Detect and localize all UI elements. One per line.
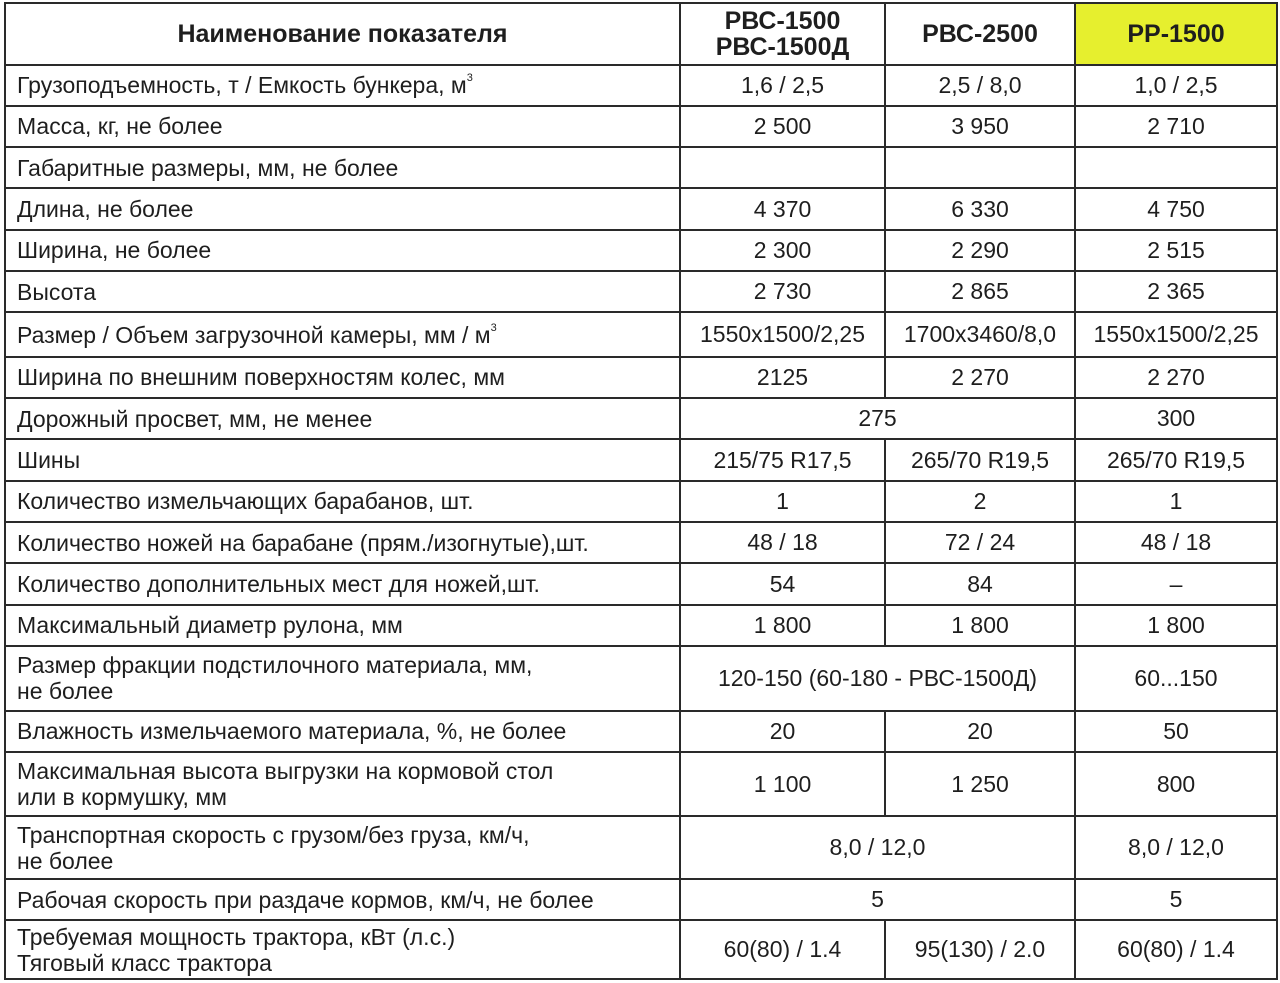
row-label: Габаритные размеры, мм, не более [5,147,680,188]
cell-value: 3 950 [885,106,1075,147]
cell-value: 2125 [680,357,885,398]
cell-value-merged: 275 [680,398,1075,439]
cell-value: 1,0 / 2,5 [1075,65,1277,106]
table-row [5,439,1277,480]
cell-value: 84 [885,563,1075,604]
header-row [5,3,1277,65]
cell-value: 265/70 R19,5 [885,439,1075,480]
table-row [5,357,1277,398]
row-label-text: Размер / Объем загрузочной камеры, мм / м [17,321,491,348]
row-label: Количество ножей на барабане (прям./изогнутые),шт. [5,522,680,563]
cell-value: 20 [680,711,885,752]
cell-value: 2 [885,481,1075,522]
cell-value: 2 270 [1075,357,1277,398]
cell-value: 2 730 [680,271,885,312]
cell-value-merged: 5 [680,879,1075,920]
cell-value: 48 / 18 [1075,522,1277,563]
cell-value: 2 515 [1075,230,1277,271]
row-label: Высота [5,271,680,312]
cell-value: 54 [680,563,885,604]
table-row [5,481,1277,522]
row-label [5,920,680,979]
cell-value: 2 710 [1075,106,1277,147]
cell-value: 265/70 R19,5 [1075,439,1277,480]
table-row [5,522,1277,563]
table-row [5,398,1277,439]
table-row [5,65,1277,106]
row-label-line: не более [17,847,114,874]
cell-value: 5 [1075,879,1277,920]
cell-value: 4 750 [1075,188,1277,229]
cell-value: 50 [1075,711,1277,752]
table-row [5,271,1277,312]
cell-value: 1 [1075,481,1277,522]
header-model-rvs1500-line2: РВС-1500Д [715,32,850,61]
cell-empty [680,147,885,188]
row-label-line: или в кормушку, мм [17,784,227,811]
row-label: Масса, кг, не более [5,106,680,147]
cell-value: 1 100 [680,752,885,817]
cell-value: 72 / 24 [885,522,1075,563]
cell-value: 1 800 [680,605,885,646]
table-row [5,752,1277,817]
row-label: Шины [5,439,680,480]
cell-value: 95(130) / 2.0 [885,920,1075,979]
cell-value: 60(80) / 1.4 [680,920,885,979]
table-row [5,188,1277,229]
cell-value: 20 [885,711,1075,752]
table-row [5,230,1277,271]
table-row [5,563,1277,604]
cell-value: 2 500 [680,106,885,147]
cell-value: 2 865 [885,271,1075,312]
row-label: Рабочая скорость при раздаче кормов, км/ч, не более [5,879,680,920]
cell-value: 2 290 [885,230,1075,271]
cell-value: 300 [1075,398,1277,439]
cell-empty [1075,147,1277,188]
row-label: Ширина по внешним поверхностям колес, мм [5,357,680,398]
table-row [5,106,1277,147]
cell-empty [885,147,1075,188]
cell-value-merged: 120-150 (60-180 - РВС-1500Д) [680,646,1075,711]
header-model-rvs1500-line1: РВС-1500 [724,6,841,35]
header-model-rr1500: РР-1500 [1075,3,1277,65]
table-row [5,711,1277,752]
header-indicator: Наименование показателя [5,3,680,65]
cell-value: 1 800 [1075,605,1277,646]
table-row [5,147,1277,188]
cell-value: 1,6 / 2,5 [680,65,885,106]
row-label [5,312,680,356]
cell-value: 60(80) / 1.4 [1075,920,1277,979]
cell-value: 215/75 R17,5 [680,439,885,480]
row-label: Влажность измельчаемого материала, %, не более [5,711,680,752]
row-label: Количество измельчающих барабанов, шт. [5,481,680,522]
row-label-line: Требуемая мощность трактора, кВт (л.с.) [17,923,456,950]
row-label: Длина, не более [5,188,680,229]
cell-value: 1550х1500/2,25 [1075,312,1277,356]
cell-value: 8,0 / 12,0 [1075,816,1277,879]
table-row [5,920,1277,979]
row-label [5,65,680,106]
table-row [5,312,1277,356]
cell-value: 2 365 [1075,271,1277,312]
table-row [5,816,1277,879]
cell-value: – [1075,563,1277,604]
header-model-rvs1500 [680,3,885,65]
cell-value: 6 330 [885,188,1075,229]
superscript: 3 [490,321,497,334]
row-label [5,816,680,879]
header-model-rvs2500: РВС-2500 [885,3,1075,65]
cell-value: 2 300 [680,230,885,271]
cell-value: 1 [680,481,885,522]
row-label: Дорожный просвет, мм, не менее [5,398,680,439]
row-label-line: не более [17,678,114,705]
cell-value: 4 370 [680,188,885,229]
cell-value: 1 250 [885,752,1075,817]
row-label-line: Максимальная высота выгрузки на кормовой стол [17,758,554,785]
cell-value-merged: 8,0 / 12,0 [680,816,1075,879]
cell-value: 2 270 [885,357,1075,398]
row-label-line: Транспортная скорость с грузом/без груза, км/ч, [17,821,530,848]
row-label-line: Тяговый класс трактора [17,949,272,976]
row-label-text: Грузоподъемность, т / Емкость бункера, м [17,72,467,99]
row-label: Ширина, не более [5,230,680,271]
superscript: 3 [466,72,473,85]
specs-table [4,2,1278,980]
table-row [5,605,1277,646]
table-row [5,646,1277,711]
cell-value: 800 [1075,752,1277,817]
row-label: Количество дополнительных мест для ножей,шт. [5,563,680,604]
cell-value: 1 800 [885,605,1075,646]
cell-value: 60...150 [1075,646,1277,711]
cell-value: 1700х3460/8,0 [885,312,1075,356]
row-label [5,646,680,711]
row-label: Максимальный диаметр рулона, мм [5,605,680,646]
row-label-line: Размер фракции подстилочного материала, мм, [17,652,533,679]
table-row [5,879,1277,920]
cell-value: 1550х1500/2,25 [680,312,885,356]
cell-value: 48 / 18 [680,522,885,563]
row-label [5,752,680,817]
cell-value: 2,5 / 8,0 [885,65,1075,106]
